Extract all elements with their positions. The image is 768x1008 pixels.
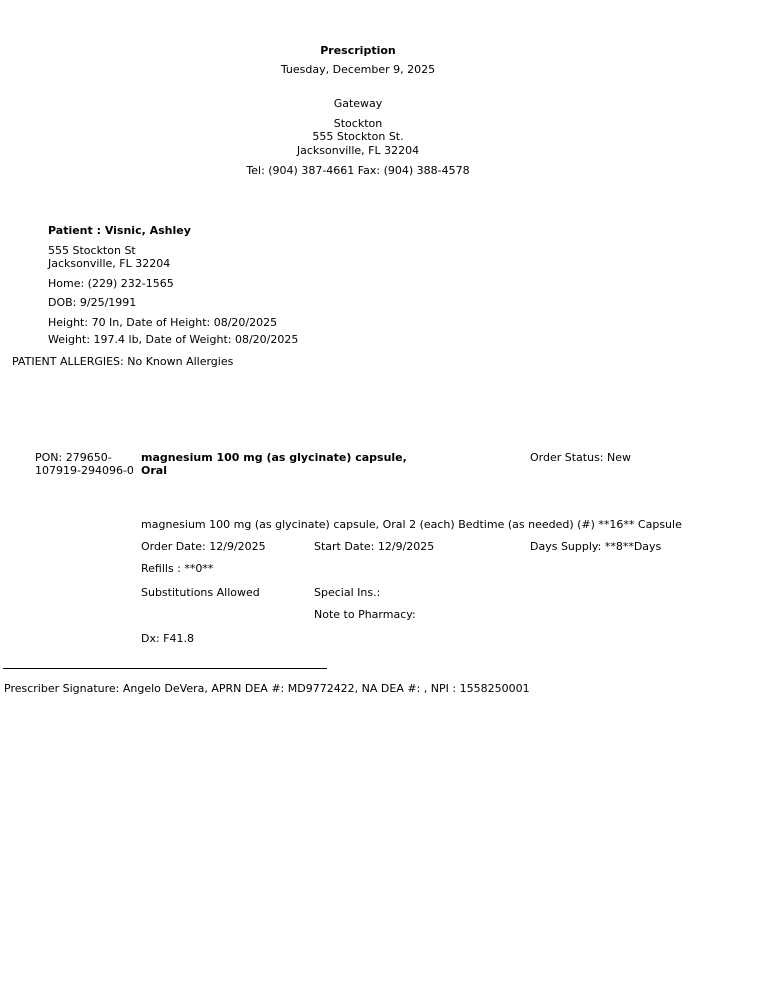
document-date: Tuesday, December 9, 2025 bbox=[280, 63, 436, 76]
order-pon: PON: 279650-107919-294096-0 bbox=[35, 451, 134, 477]
refills: Refills : **0** bbox=[141, 562, 214, 575]
note-to-pharmacy: Note to Pharmacy: bbox=[314, 608, 416, 621]
location-phones: Tel: (904) 387-4661 Fax: (904) 388-4578 bbox=[246, 164, 470, 177]
patient-name: Patient : Visnic, Ashley bbox=[48, 224, 191, 237]
order-status: Order Status: New bbox=[530, 451, 632, 464]
drug-sig: magnesium 100 mg (as glycinate) capsule, Oral 2 (each) Bedtime (as needed) (#) **16** Capsule bbox=[141, 518, 682, 531]
patient-address-line2: Jacksonville, FL 32204 bbox=[48, 257, 171, 270]
document-title: Prescription bbox=[320, 44, 396, 57]
substitutions: Substitutions Allowed bbox=[141, 586, 260, 599]
order-date: Order Date: 12/9/2025 bbox=[141, 540, 266, 553]
diagnosis: Dx: F41.8 bbox=[141, 632, 195, 645]
patient-address-line1: 555 Stockton St bbox=[48, 244, 136, 257]
prescriber-signature: Prescriber Signature: Angelo DeVera, APRN DEA #: MD9772422, NA DEA #: , NPI : 1558250001 bbox=[4, 682, 530, 695]
patient-home-phone: Home: (229) 232-1565 bbox=[48, 277, 174, 290]
drug-title: magnesium 100 mg (as glycinate) capsule, Oral bbox=[141, 451, 407, 477]
patient-dob: DOB: 9/25/1991 bbox=[48, 296, 137, 309]
start-date: Start Date: 12/9/2025 bbox=[314, 540, 435, 553]
organization-name: Gateway bbox=[333, 97, 383, 110]
patient-weight: Weight: 197.4 lb, Date of Weight: 08/20/2025 bbox=[48, 333, 299, 346]
signature-line bbox=[3, 668, 327, 669]
patient-allergies: PATIENT ALLERGIES: No Known Allergies bbox=[12, 355, 234, 368]
days-supply: Days Supply: **8**Days bbox=[530, 540, 662, 553]
special-instructions: Special Ins.: bbox=[314, 586, 381, 599]
location-address-line1: 555 Stockton St. bbox=[312, 130, 404, 143]
patient-height: Height: 70 In, Date of Height: 08/20/2025 bbox=[48, 316, 278, 329]
location-name: Stockton bbox=[333, 117, 383, 130]
location-address-line2: Jacksonville, FL 32204 bbox=[296, 144, 420, 157]
